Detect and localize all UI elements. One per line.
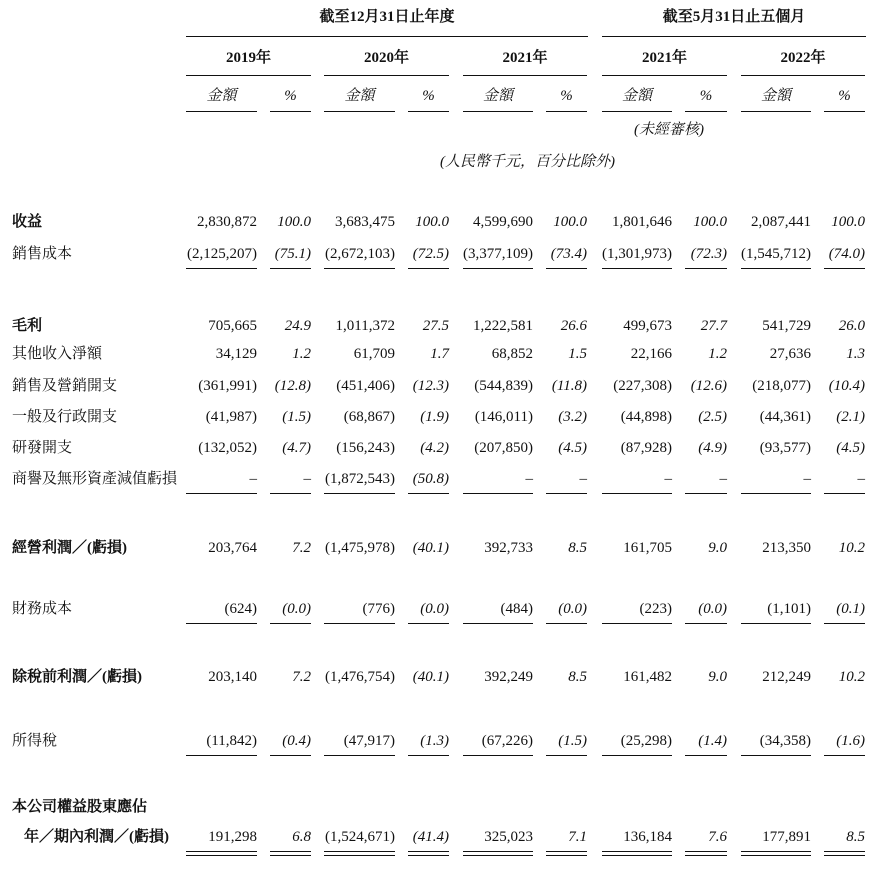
amount-cell: (223): [639, 601, 672, 617]
amount-underline: [602, 623, 672, 624]
amount-underline: [324, 623, 395, 624]
group-heading-years: 截至12月31日止年度: [319, 9, 455, 25]
percent-cell: (4.2): [420, 440, 449, 456]
percent-cell: (72.3): [690, 246, 727, 262]
percent-cell: (0.1): [836, 601, 865, 617]
row-label: 其他收入淨額: [12, 346, 103, 362]
percent-cell: (12.3): [412, 378, 449, 394]
amount-cell: (1,101): [767, 601, 811, 617]
amount-cell: 325,023: [484, 829, 533, 845]
amount-cell: (47,917): [343, 733, 395, 749]
percent-underline: [408, 493, 449, 494]
amount-cell: (25,298): [620, 733, 672, 749]
amount-cell: 27,636: [769, 346, 811, 362]
amount-cell: 1,801,646: [612, 214, 672, 230]
percent-underline: [824, 755, 865, 756]
subheader-rule-percent: [546, 111, 587, 112]
amount-double-underline: [463, 851, 533, 856]
amount-underline: [741, 623, 811, 624]
amount-double-underline: [324, 851, 395, 856]
amount-cell: (1,475,978): [325, 540, 395, 556]
percent-cell: 27.7: [700, 318, 727, 334]
percent-cell: (74.0): [828, 246, 865, 262]
percent-cell: 7.1: [568, 829, 587, 845]
percent-cell: (40.1): [412, 669, 449, 685]
amount-cell: 161,705: [623, 540, 672, 556]
amount-double-underline: [602, 851, 672, 856]
percent-cell: (72.5): [412, 246, 449, 262]
row-label: 收益: [12, 214, 43, 230]
row-label: 毛利: [12, 318, 43, 334]
percent-cell: 1.2: [708, 346, 727, 362]
percent-cell: 100.0: [415, 214, 449, 230]
percent-cell: –: [579, 471, 587, 487]
percent-cell: 6.8: [292, 829, 311, 845]
percent-cell: (1.5): [282, 409, 311, 425]
amount-cell: 136,184: [623, 829, 672, 845]
amount-cell: –: [525, 471, 533, 487]
percent-cell: 26.6: [560, 318, 587, 334]
percent-cell: (12.6): [690, 378, 727, 394]
row-label: 所得稅: [12, 733, 58, 749]
group-rule-years: [186, 36, 588, 37]
percent-cell: 8.5: [568, 540, 587, 556]
percent-underline: [685, 493, 727, 494]
amount-underline: [324, 268, 395, 269]
amount-underline: [602, 268, 672, 269]
amount-cell: (1,524,671): [325, 829, 395, 845]
amount-cell: 68,852: [491, 346, 533, 362]
percent-cell: (0.0): [558, 601, 587, 617]
unit-note: (人民幣千元，百分比除外): [440, 154, 615, 170]
year-rule: [324, 75, 449, 76]
percent-cell: 100.0: [693, 214, 727, 230]
percent-underline: [685, 755, 727, 756]
percent-cell: 1.7: [430, 346, 449, 362]
percent-cell: (3.2): [558, 409, 587, 425]
unaudited-note: (未經審核): [634, 122, 704, 138]
subheader-rule-percent: [824, 111, 865, 112]
amount-cell: 392,733: [484, 540, 533, 556]
subheader-rule-amount: [463, 111, 533, 112]
amount-underline: [186, 755, 257, 756]
group-heading-five-months: 截至5月31日止五個月: [662, 9, 806, 25]
percent-underline: [824, 623, 865, 624]
amount-cell: 213,350: [762, 540, 811, 556]
year-header: 2020年: [363, 50, 409, 66]
percent-double-underline: [546, 851, 587, 856]
year-rule: [463, 75, 587, 76]
percent-underline: [546, 268, 587, 269]
percent-double-underline: [685, 851, 727, 856]
row-label: 本公司權益股東應佔: [12, 799, 148, 815]
amount-underline: [186, 623, 257, 624]
amount-cell: 212,249: [762, 669, 811, 685]
year-header: 2019年: [225, 50, 271, 66]
subheader-rule-amount: [324, 111, 395, 112]
amount-cell: 392,249: [484, 669, 533, 685]
percent-cell: 24.9: [284, 318, 311, 334]
amount-cell: (451,406): [336, 378, 395, 394]
subheader-rule-percent: [685, 111, 727, 112]
amount-header: 金額: [482, 88, 513, 104]
year-header: 2022年: [780, 50, 826, 66]
row-label: 經營利潤／(虧損): [12, 540, 127, 556]
percent-cell: (4.5): [558, 440, 587, 456]
amount-cell: –: [803, 471, 811, 487]
amount-underline: [463, 623, 533, 624]
percent-cell: 9.0: [708, 669, 727, 685]
percent-cell: (4.9): [698, 440, 727, 456]
amount-cell: 3,683,475: [335, 214, 395, 230]
percent-header: %: [422, 88, 435, 104]
percent-cell: (1.9): [420, 409, 449, 425]
percent-cell: (10.4): [828, 378, 865, 394]
amount-cell: (34,358): [759, 733, 811, 749]
percent-cell: 7.2: [292, 540, 311, 556]
percent-cell: 1.2: [292, 346, 311, 362]
percent-underline: [546, 493, 587, 494]
percent-double-underline: [408, 851, 449, 856]
percent-cell: 27.5: [422, 318, 449, 334]
percent-header: %: [699, 88, 713, 104]
amount-double-underline: [186, 851, 257, 856]
amount-cell: (624): [224, 601, 257, 617]
percent-double-underline: [270, 851, 311, 856]
row-label: 銷售及營銷開支: [12, 378, 118, 394]
amount-underline: [186, 493, 257, 494]
year-rule: [741, 75, 865, 76]
subheader-rule-amount: [741, 111, 811, 112]
row-label: 商譽及無形資產減值虧損: [12, 471, 178, 487]
percent-cell: (40.1): [412, 540, 449, 556]
amount-cell: (227,308): [613, 378, 672, 394]
percent-cell: (2.1): [836, 409, 865, 425]
amount-cell: 499,673: [623, 318, 672, 334]
percent-underline: [685, 268, 727, 269]
amount-double-underline: [741, 851, 811, 856]
amount-underline: [463, 493, 533, 494]
amount-underline: [324, 493, 395, 494]
amount-cell: (1,545,712): [741, 246, 811, 262]
amount-header: 金額: [760, 88, 791, 104]
percent-cell: (4.5): [836, 440, 865, 456]
percent-underline: [824, 493, 865, 494]
percent-cell: 8.5: [846, 829, 865, 845]
amount-header: 金額: [621, 88, 652, 104]
amount-underline: [602, 755, 672, 756]
amount-cell: (484): [500, 601, 533, 617]
amount-header: 金額: [344, 88, 375, 104]
amount-cell: (2,125,207): [187, 246, 257, 262]
percent-cell: 10.2: [838, 669, 865, 685]
percent-cell: (0.0): [420, 601, 449, 617]
year-rule: [602, 75, 727, 76]
amount-cell: (11,842): [206, 733, 257, 749]
percent-cell: –: [719, 471, 727, 487]
percent-underline: [270, 755, 311, 756]
percent-cell: 26.0: [838, 318, 865, 334]
percent-cell: 100.0: [553, 214, 587, 230]
percent-underline: [270, 268, 311, 269]
row-label-line2: 年／期內利潤／(虧損): [24, 829, 169, 845]
percent-underline: [546, 623, 587, 624]
amount-cell: (67,226): [481, 733, 533, 749]
percent-cell: 1.5: [568, 346, 587, 362]
amount-cell: (218,077): [752, 378, 811, 394]
percent-cell: (0.0): [282, 601, 311, 617]
percent-cell: 9.0: [708, 540, 727, 556]
row-label: 一般及行政開支: [12, 409, 118, 425]
percent-cell: (0.0): [698, 601, 727, 617]
amount-cell: (132,052): [198, 440, 257, 456]
percent-cell: (12.8): [274, 378, 311, 394]
percent-cell: 1.3: [846, 346, 865, 362]
percent-cell: (75.1): [274, 246, 311, 262]
percent-header: %: [838, 88, 851, 104]
amount-cell: (41,987): [205, 409, 257, 425]
percent-double-underline: [824, 851, 865, 856]
row-label: 研發開支: [12, 440, 73, 456]
percent-cell: 100.0: [277, 214, 311, 230]
percent-cell: (11.8): [551, 378, 587, 394]
amount-cell: (2,672,103): [325, 246, 395, 262]
amount-cell: 203,140: [208, 669, 257, 685]
amount-cell: 705,665: [208, 318, 257, 334]
percent-cell: (50.8): [412, 471, 449, 487]
percent-cell: –: [857, 471, 865, 487]
percent-underline: [408, 755, 449, 756]
amount-cell: 2,087,441: [751, 214, 811, 230]
amount-cell: (44,361): [759, 409, 811, 425]
row-label: 除稅前利潤／(虧損): [12, 669, 142, 685]
year-rule: [186, 75, 311, 76]
subheader-rule-percent: [270, 111, 311, 112]
amount-cell: 2,830,872: [197, 214, 257, 230]
amount-cell: (44,898): [620, 409, 672, 425]
amount-cell: (3,377,109): [463, 246, 533, 262]
percent-cell: 7.2: [292, 669, 311, 685]
percent-underline: [824, 268, 865, 269]
amount-underline: [602, 493, 672, 494]
amount-underline: [463, 268, 533, 269]
amount-cell: –: [249, 471, 257, 487]
percent-cell: 10.2: [838, 540, 865, 556]
amount-cell: 4,599,690: [473, 214, 533, 230]
amount-header: 金額: [206, 88, 237, 104]
percent-underline: [408, 623, 449, 624]
percent-underline: [546, 755, 587, 756]
amount-underline: [741, 268, 811, 269]
amount-cell: 191,298: [208, 829, 257, 845]
amount-cell: 161,482: [623, 669, 672, 685]
percent-underline: [270, 493, 311, 494]
amount-cell: 61,709: [353, 346, 395, 362]
amount-cell: (156,243): [336, 440, 395, 456]
percent-cell: (1.6): [836, 733, 865, 749]
percent-underline: [685, 623, 727, 624]
percent-underline: [408, 268, 449, 269]
percent-cell: 100.0: [831, 214, 865, 230]
percent-cell: (0.4): [282, 733, 311, 749]
amount-underline: [741, 755, 811, 756]
amount-underline: [741, 493, 811, 494]
amount-cell: (1,301,973): [602, 246, 672, 262]
amount-cell: 1,222,581: [473, 318, 533, 334]
percent-cell: 7.6: [708, 829, 727, 845]
subheader-rule-amount: [602, 111, 672, 112]
subheader-rule-amount: [186, 111, 257, 112]
percent-header: %: [284, 88, 297, 104]
percent-cell: (41.4): [412, 829, 449, 845]
amount-cell: (146,011): [474, 409, 533, 425]
amount-underline: [463, 755, 533, 756]
group-rule-five-months: [602, 36, 866, 37]
percent-cell: (2.5): [698, 409, 727, 425]
year-header: 2021年: [641, 50, 687, 66]
amount-cell: 203,764: [208, 540, 257, 556]
percent-cell: (1.3): [420, 733, 449, 749]
percent-underline: [270, 623, 311, 624]
amount-cell: (1,872,543): [325, 471, 395, 487]
amount-cell: (93,577): [759, 440, 811, 456]
percent-cell: (1.5): [558, 733, 587, 749]
amount-cell: (207,850): [474, 440, 533, 456]
amount-cell: (361,991): [198, 378, 257, 394]
subheader-rule-percent: [408, 111, 449, 112]
percent-cell: (73.4): [550, 246, 587, 262]
percent-header: %: [560, 88, 573, 104]
year-header: 2021年: [502, 50, 548, 66]
percent-cell: –: [303, 471, 311, 487]
amount-cell: (68,867): [343, 409, 395, 425]
amount-cell: (776): [362, 601, 395, 617]
amount-cell: (87,928): [620, 440, 672, 456]
amount-cell: 22,166: [630, 346, 672, 362]
amount-cell: 177,891: [762, 829, 811, 845]
percent-cell: (4.7): [282, 440, 311, 456]
row-label: 財務成本: [12, 601, 73, 617]
amount-cell: 1,011,372: [335, 318, 395, 334]
amount-underline: [324, 755, 395, 756]
amount-cell: 34,129: [215, 346, 257, 362]
amount-cell: –: [664, 471, 672, 487]
amount-cell: (1,476,754): [325, 669, 395, 685]
amount-cell: (544,839): [474, 378, 533, 394]
amount-cell: 541,729: [762, 318, 811, 334]
row-label: 銷售成本: [12, 246, 73, 262]
percent-cell: 8.5: [568, 669, 587, 685]
percent-cell: (1.4): [698, 733, 727, 749]
amount-underline: [186, 268, 257, 269]
